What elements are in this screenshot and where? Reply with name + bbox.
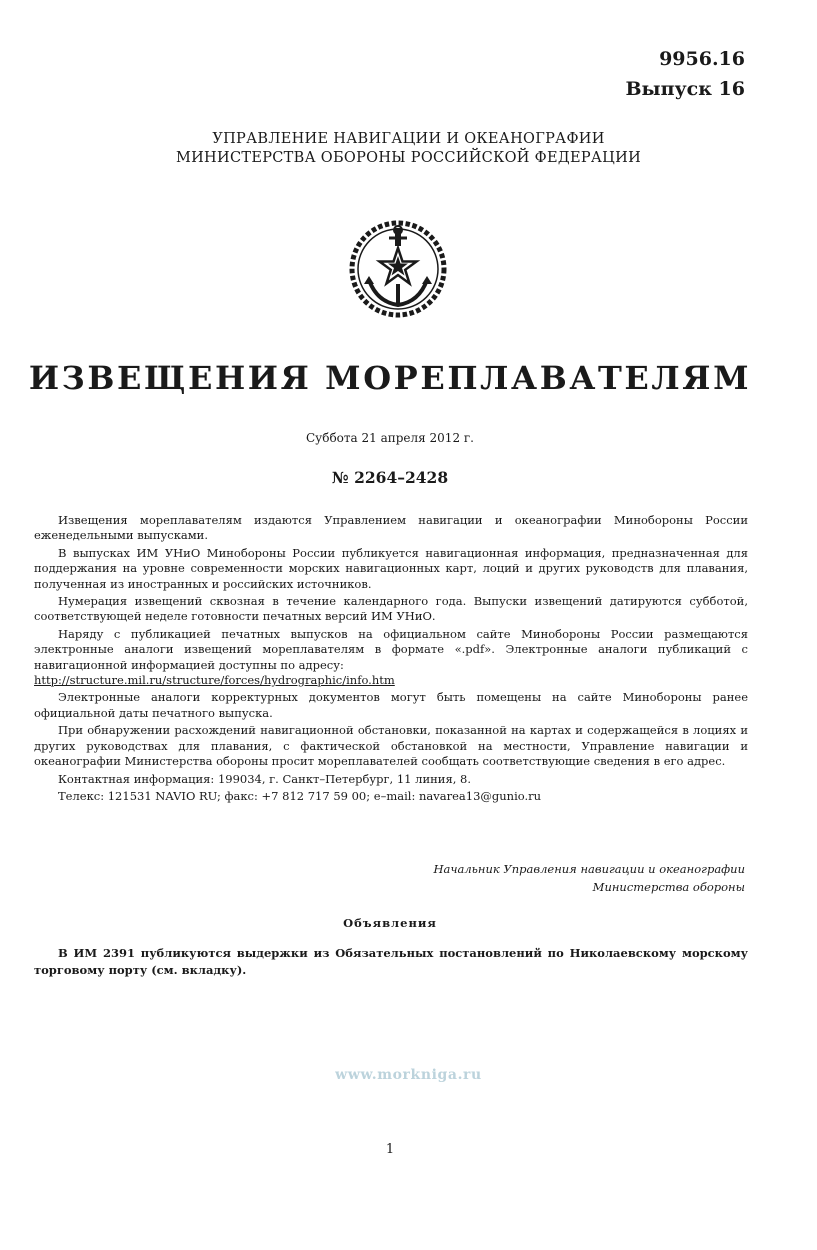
issue-number: Выпуск 16	[625, 78, 745, 100]
org-line-2: МИНИСТЕРСТВА ОБОРОНЫ РОССИЙСКОЙ ФЕДЕРАЦИИ	[175, 150, 642, 166]
contact-telex: Телекс: 121531 NAVIO RU; факс: +7 812 717 59 00; e–mail: navarea13@gunio.ru	[58, 788, 542, 803]
issue-code: 9956.16	[659, 48, 745, 70]
org-line-1: УПРАВЛЕНИЕ НАВИГАЦИИ И ОКЕАНОГРАФИИ	[212, 131, 605, 147]
paragraph-6: При обнаружении расхождений навигационной обстановки, показанной на картах и содержащейся в лоциях и других руководствах для плавания, с фактической обстановкой на местности, Управление навигации и океанографии Министерства обороны просит мореплавателей сообщать соответствующие сведения в его адрес.	[34, 723, 748, 769]
issue-date: Суббота 21 апреля 2012 г.	[305, 431, 474, 445]
signature-line-2: Министерства обороны	[592, 880, 745, 894]
paragraph-2: В выпусках ИМ УНиО Минобороны России публикуется навигационная информация, предназначенная для поддержания на уровне современности морских навигационных карт, лоций и других руководств для плавания, полученная из иностранных и российских источников.	[34, 545, 748, 591]
main-title: ИЗВЕЩЕНИЯ МОРЕПЛАВАТЕЛЯМ	[28, 359, 752, 397]
announcement-text: В ИМ 2391 публикуются выдержки из Обязательных постановлений по Николаевскому морскому торговому порту (см. вкладку).	[34, 946, 748, 977]
paragraph-3: Нумерация извещений сквозная в течение календарного года. Выпуски извещений датируются субботой, соответствующей неделе готовности печатных версий ИМ УНиО.	[34, 594, 748, 624]
website-link[interactable]: http://structure.mil.ru/structure/forces/hydrographic/info.htm	[34, 673, 395, 688]
page-number: 1	[385, 1142, 395, 1157]
signature-line-1: Начальник Управления навигации и океанографии	[433, 862, 745, 876]
paragraph-1: Извещения мореплавателям издаются Управлением навигации и океанографии Минобороны России еженедельными выпусками.	[34, 513, 748, 543]
announcements-heading: Объявления	[343, 916, 437, 930]
anchor-star-emblem-icon	[347, 218, 449, 320]
intro-text	[34, 513, 748, 806]
watermark: www.morkniga.ru	[335, 1067, 482, 1083]
contact-address: Контактная информация: 199034, г. Санкт–Петербург, 11 линия, 8.	[58, 771, 471, 786]
paragraph-5: Электронные аналоги корректурных документов могут быть помещены на сайте Минобороны ранее официальной даты печатного выпуска.	[34, 690, 748, 720]
paragraph-4	[34, 627, 748, 673]
paragraph-4-text: Наряду с публикацией печатных выпусков на официальном сайте Минобороны России размещаются электронные аналоги извещений мореплавателям в формате «.pdf». Электронные аналоги публикаций с навигационной информацией доступны по адресу:	[34, 626, 748, 672]
notice-number-range: № 2264–2428	[331, 468, 449, 487]
